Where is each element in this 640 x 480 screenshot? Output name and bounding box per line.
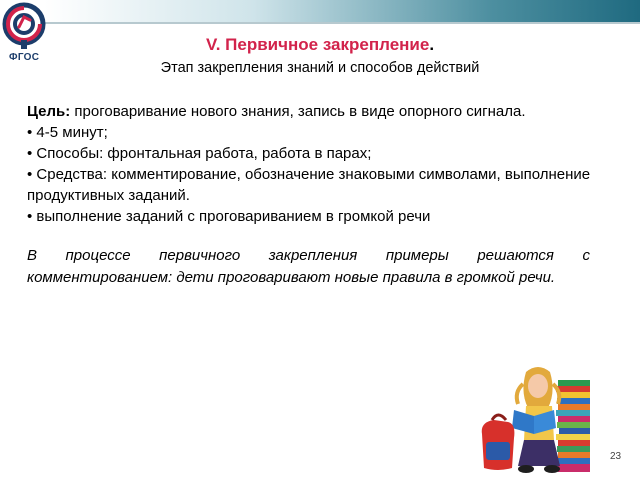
bullet-item: • выполнение заданий с проговариванием в громкой речи (27, 208, 431, 225)
girl-reading-books-image (468, 362, 593, 474)
bullet-item: • 4-5 минут; (27, 124, 108, 141)
slide-title-text: V. Первичное закрепление (205, 35, 430, 54)
slide-subtitle: Этап закрепления знаний и способов действий (160, 60, 480, 76)
slide-title (0, 35, 640, 55)
main-content (27, 101, 592, 227)
header-divider (44, 22, 640, 24)
logo-label: ФГОС (9, 52, 40, 63)
goal-text: проговаривание нового знания, запись в виде опорного сигнала. (70, 103, 526, 120)
goal-line (27, 101, 592, 122)
header-gradient-bar (44, 0, 640, 22)
bullet-item: • Способы: фронтальная работа, работа в парах; (27, 145, 372, 162)
bullet-item: • Средства: комментирование, обозначение знаковыми символами, выполнение продуктивных заданий. (27, 166, 591, 204)
italic-paragraph: В процессе первичного закрепления примеры решаются с комментированием: дети проговаривают новые правила в громкой речи. (27, 247, 590, 286)
slide-title-period: . (429, 35, 435, 54)
page-number: 23 (610, 451, 622, 462)
goal-label: Цель: (27, 103, 71, 120)
